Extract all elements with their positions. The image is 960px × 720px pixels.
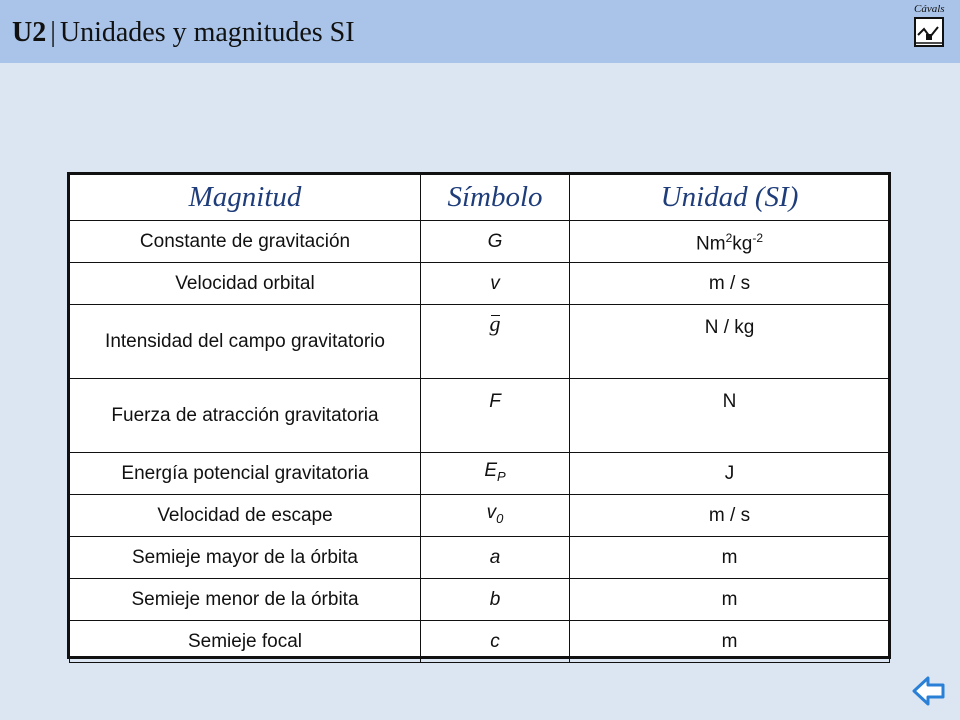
cell-simbolo: b <box>421 579 570 621</box>
cell-simbolo: a <box>421 537 570 579</box>
page-title <box>12 17 355 49</box>
cell-magnitud: Semieje focal <box>70 621 421 663</box>
table-row <box>70 263 890 305</box>
cell-unidad: m <box>570 537 890 579</box>
cell-unidad: N <box>570 379 890 453</box>
cell-magnitud: Velocidad orbital <box>70 263 421 305</box>
unit-exponent: -2 <box>752 231 763 246</box>
table-row <box>70 379 890 453</box>
table-row <box>70 537 890 579</box>
symbol-subscript: 0 <box>496 510 504 526</box>
cell-simbolo: F <box>421 379 570 453</box>
table-row <box>70 495 890 537</box>
vector-symbol <box>490 312 501 336</box>
table-header-row <box>70 175 890 221</box>
header-simbolo: Símbolo <box>421 175 570 221</box>
cell-unidad: m / s <box>570 495 890 537</box>
table-row <box>70 305 890 379</box>
unit-base: Nm <box>696 233 726 255</box>
cell-unidad: m <box>570 621 890 663</box>
symbol-base: v <box>486 501 497 523</box>
cell-magnitud: Intensidad del campo gravitatorio <box>70 305 421 379</box>
cell-simbolo <box>421 453 570 495</box>
table-row <box>70 579 890 621</box>
cell-magnitud: Energía potencial gravitatoria <box>70 453 421 495</box>
cell-unidad: m / s <box>570 263 890 305</box>
back-arrow-icon[interactable] <box>912 674 946 708</box>
vector-letter: g <box>489 311 501 336</box>
symbol-subscript: P <box>497 468 506 484</box>
cell-unidad: J <box>570 453 890 495</box>
unit-exponent: 2 <box>725 231 733 246</box>
cell-simbolo <box>421 495 570 537</box>
logo-text: Cávals <box>914 3 945 15</box>
header-bar <box>0 0 960 63</box>
title-text: Unidades y magnitudes SI <box>59 17 355 48</box>
table-row <box>70 221 890 263</box>
cell-simbolo: c <box>421 621 570 663</box>
title-separator: | <box>50 17 56 48</box>
cell-magnitud: Velocidad de escape <box>70 495 421 537</box>
table-row <box>70 453 890 495</box>
cell-magnitud: Constante de gravitación <box>70 221 421 263</box>
header-unidad: Unidad (SI) <box>570 175 890 221</box>
cell-simbolo <box>421 305 570 379</box>
cell-unidad: m <box>570 579 890 621</box>
cell-magnitud: Semieje menor de la órbita <box>70 579 421 621</box>
cell-simbolo: v <box>421 263 570 305</box>
symbol-base: E <box>484 459 497 481</box>
header-magnitud: Magnitud <box>70 175 421 221</box>
cell-simbolo: G <box>421 221 570 263</box>
unit-label: U2 <box>12 17 47 48</box>
table-row <box>70 621 890 663</box>
cell-unidad <box>570 221 890 263</box>
vector-bar <box>491 315 500 316</box>
unit-mid: kg <box>732 233 753 255</box>
cell-magnitud: Semieje mayor de la órbita <box>70 537 421 579</box>
graph-logo-icon <box>914 17 944 47</box>
units-table <box>67 172 891 659</box>
cell-unidad: N / kg <box>570 305 890 379</box>
cell-magnitud: Fuerza de atracción gravitatoria <box>70 379 421 453</box>
